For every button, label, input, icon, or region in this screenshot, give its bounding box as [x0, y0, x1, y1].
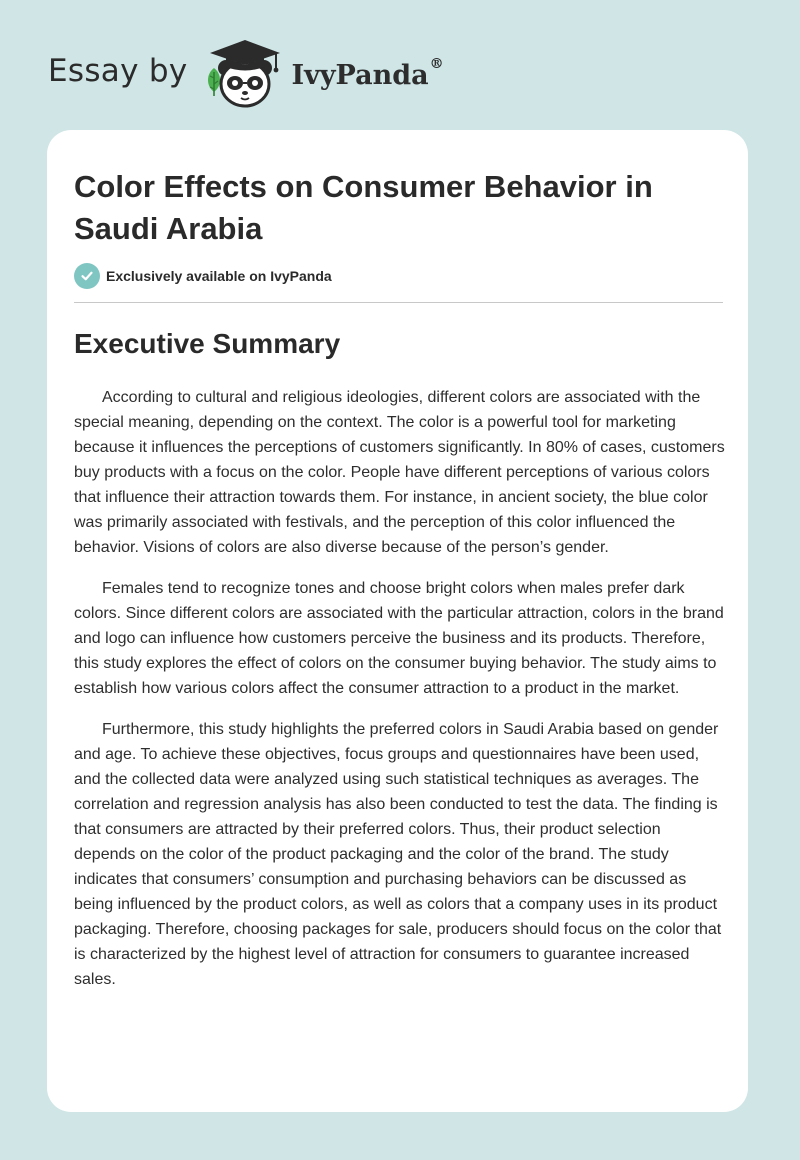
- paragraph: Females tend to recognize tones and choose bright colors when males prefer dark colors. Since different colors are associated with the particular attraction, colors in the brand and logo can influence how customers perceive the business and its products. Therefore, this study explores the effect of colors on the consumer buying behavior. The study aims to establish how various colors affect the consumer attraction to a product in the market.: [74, 580, 724, 697]
- brand-header: [48, 34, 444, 110]
- exclusive-badge: [74, 263, 332, 289]
- essay-body: [74, 385, 726, 1008]
- essay-card: [47, 130, 748, 1112]
- exclusive-label: Exclusively available on IvyPanda: [106, 268, 332, 284]
- brand-name-text: IvyPanda: [291, 59, 429, 91]
- paragraph: According to cultural and religious ideologies, different colors are associated with the special meaning, depending on the context. The color is a powerful tool for marketing because it influences the perceptions of customers significantly. In 80% of cases, customers buy products with a focus on the color. People have different perceptions of various colors that influence their attraction towards them. For instance, in ancient society, the blue color was primarily associated with festivals, and the perception of this color influenced the behavior. Visions of colors are also diverse because of the person’s gender.: [74, 389, 725, 556]
- check-circle-icon: [74, 263, 100, 289]
- section-heading: Executive Summary: [74, 328, 341, 359]
- brand-name: [291, 55, 444, 91]
- essay-title: Color Effects on Consumer Behavior in Saudi Arabia: [74, 169, 653, 246]
- divider: [74, 302, 723, 303]
- essay-by-label: Essay by: [48, 53, 188, 89]
- paragraph: Furthermore, this study highlights the preferred colors in Saudi Arabia based on gender and age. To achieve these objectives, focus groups and questionnaires have been used, and the collected data were analyzed using such statistical techniques as averages. The correlation and regression analysis has also been conducted to test the data. The finding is that consumers are attracted by their preferred colors. Thus, their product selection depends on the color of the product packaging and the color of the brand. The study indicates that consumers’ consumption and purchasing behaviors can be discussed as being influenced by the product colors, as well as colors that a company uses in its product packaging. Therefore, choosing packages for sale, producers should focus on the color that is characterized by the highest level of attraction for consumers to guarantee increased sales.: [74, 721, 722, 988]
- registered-mark: ®: [429, 55, 444, 72]
- panda-graduate-logo-icon: [202, 34, 288, 110]
